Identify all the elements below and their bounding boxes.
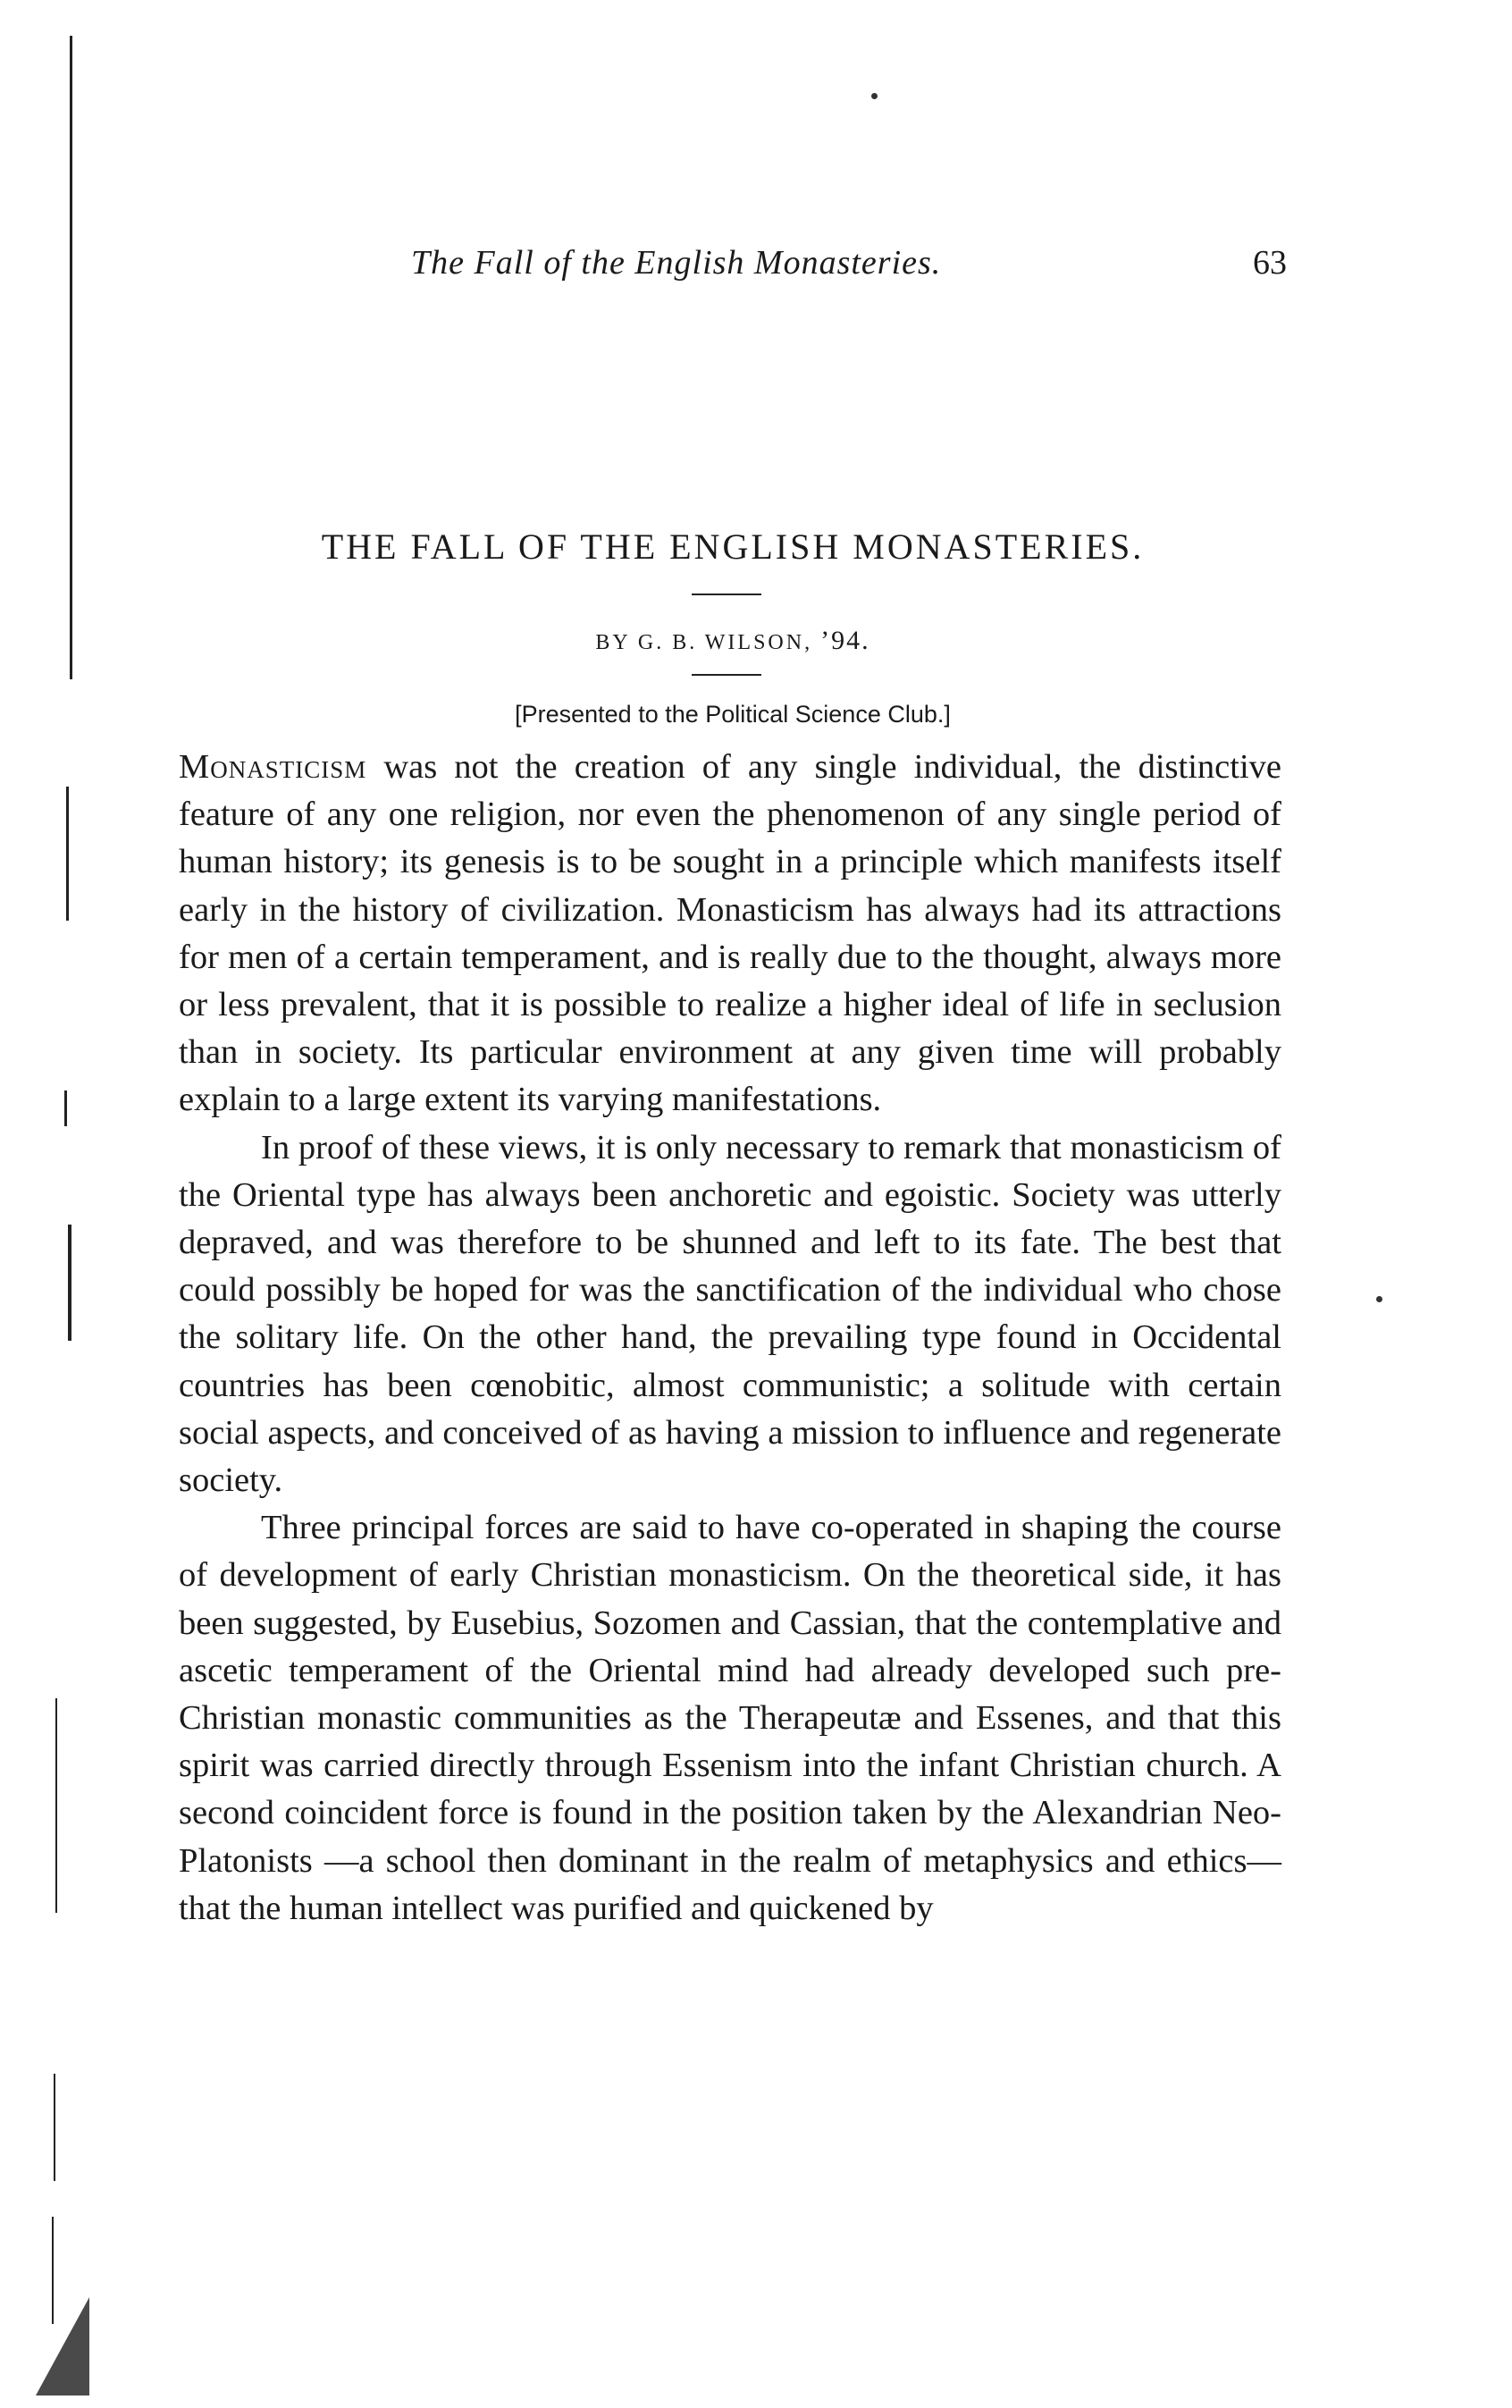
article-title: THE FALL OF THE ENGLISH MONASTERIES. [321, 526, 1145, 567]
page-number: 63 [1253, 244, 1287, 282]
binding-edge-mark [66, 787, 69, 921]
paragraph: In proof of these views, it is only necessary to remark that monasticism of the Oriental type has always been anchoretic and egoistic. Society was utterly depraved, and was therefore to be shunned and left to its fate. The best that could possibly be hoped for was the sanctification of the individual who chose the solitary life. On the other hand, the prevailing type found in Occidental countries has been cœnobitic, almost communistic; a solitude with certain social aspects, and conceived of as having a mission to influence and regenerate society. [179, 1128, 1281, 1500]
byline-year: ’94. [820, 626, 870, 655]
byline-rule [692, 674, 761, 676]
lead-word: Monasticism [179, 748, 367, 786]
running-title: The Fall of the English Monasteries. [411, 244, 942, 282]
page-corner-shadow [36, 2297, 89, 2395]
byline-author: BY G. B. WILSON, [595, 631, 821, 654]
running-head [179, 243, 1287, 288]
paragraph [179, 744, 1281, 1124]
speck [1376, 1296, 1382, 1302]
binding-edge-mark [68, 1225, 71, 1341]
byline [179, 626, 1287, 656]
article-body [179, 744, 1281, 1932]
binding-edge-mark [55, 1698, 57, 1913]
paragraph: Three principal forces are said to have co-operated in shaping the course of development of early Christian monasticism. On the theoretical side, it has been suggested, by Eusebius, Sozomen and Cassian, that the contemplative and ascetic temperament of the Oriental mind had already developed such pre-Christian monastic communities as the Therapeutæ and Essenes, and that this spirit was carried directly through Essenism into the infant Christian church. A second coincident force is found in the position taken by the Alexandrian Neo-Platonists —a school then dominant in the realm of metaphysics and ethics—that the human intellect was purified and quickened by [179, 1509, 1281, 1927]
binding-edge-mark [64, 1090, 67, 1126]
paragraph-text: was not the creation of any single individual, the distinctive feature of any one religion, nor even the phenomenon of any single period of human history; its genesis is to be sought in a principle which manifests itself early in the history of civilization. Monasticism has always had its attractions for men of a certain temperament, and is really due to the thought, always more or less prevalent, that it is possible to realize a higher ideal of life in seclusion than in society. Its particular environment at any given time will probably explain to a large extent its varying manifestations. [179, 748, 1281, 1119]
title-rule [692, 594, 761, 595]
binding-edge-mark [54, 2074, 55, 2181]
binding-edge-mark [70, 36, 72, 679]
speck [871, 93, 878, 99]
presented-note: [Presented to the Political Science Club.] [515, 701, 951, 728]
